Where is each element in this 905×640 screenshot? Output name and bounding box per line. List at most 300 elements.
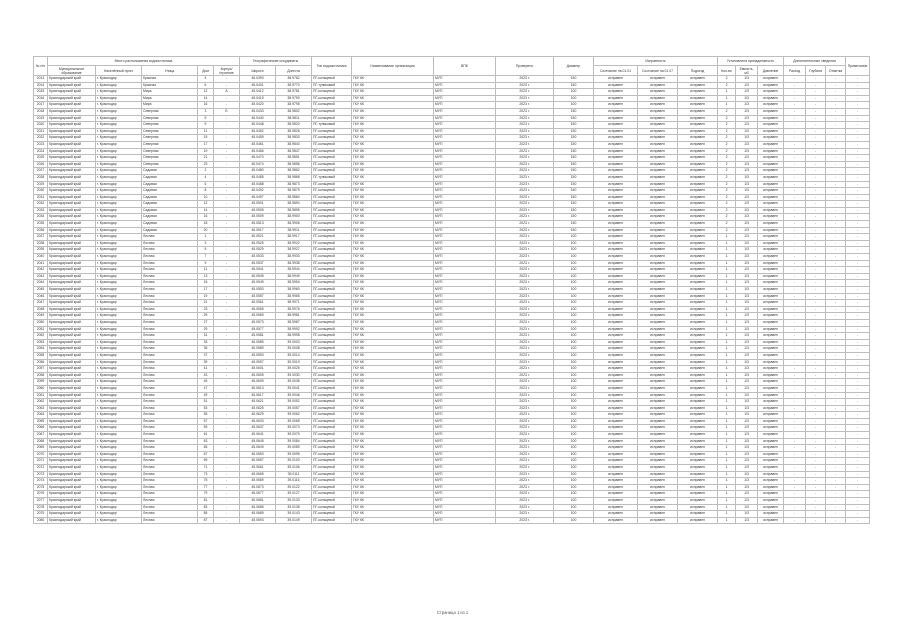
table-row: [34, 115, 870, 122]
table-cell: Лесная: [142, 333, 198, 340]
table-cell: Лесная: [142, 451, 198, 458]
table-cell: 150: [554, 227, 594, 234]
table-cell: -: [846, 445, 870, 452]
table-cell: -: [826, 346, 846, 353]
table-cell: -: [806, 95, 826, 102]
table-cell: исправен: [758, 339, 784, 346]
table-cell: 2047: [34, 300, 48, 307]
table-cell: исправен: [594, 379, 638, 386]
table-row: [34, 240, 870, 247]
table-cell: -: [214, 432, 240, 439]
table-cell: 150: [554, 128, 594, 135]
table-cell: 45.0501: [240, 201, 276, 208]
table-cell: 1: [718, 260, 736, 267]
table-cell: 100: [554, 372, 594, 379]
table-cell: 38.9790: [276, 95, 312, 102]
table-cell: 1: [718, 504, 736, 511]
table-cell: Краснодарский край: [48, 76, 96, 83]
table-cell: 1/3: [736, 346, 758, 353]
table-cell: -: [826, 115, 846, 122]
table-row: [34, 319, 870, 326]
table-row: [34, 260, 870, 267]
header-note: Примечание: [846, 57, 870, 76]
table-cell: исправен: [678, 221, 718, 228]
table-cell: 2023 г.: [496, 425, 554, 432]
table-cell: 2023 г.: [496, 89, 554, 96]
table-cell: 2023 г.: [496, 399, 554, 406]
table-cell: -: [846, 148, 870, 155]
table-cell: ГКУ КК: [352, 372, 434, 379]
table-cell: 100: [554, 234, 594, 241]
table-cell: исправен: [594, 511, 638, 518]
table-cell: ПГ-кольцевой: [312, 458, 352, 465]
table-cell: 2058: [34, 372, 48, 379]
table-cell: -: [214, 122, 240, 129]
table-cell: 38.9811: [276, 115, 312, 122]
table-cell: ПГ-кольцевой: [312, 128, 352, 135]
table-cell: 150: [554, 108, 594, 115]
table-cell: -: [826, 260, 846, 267]
table-cell: 2023 г.: [496, 438, 554, 445]
table-cell: 2054: [34, 346, 48, 353]
table-cell: ГКУ КК: [352, 267, 434, 274]
table-cell: Лесная: [142, 234, 198, 241]
table-cell: МУП: [434, 108, 496, 115]
table-cell: 1: [198, 234, 214, 241]
table-cell: 1/3: [736, 352, 758, 359]
table-cell: 1/3: [736, 168, 758, 175]
table-cell: исправен: [678, 498, 718, 505]
table-cell: г. Краснодар: [96, 115, 142, 122]
table-cell: 45.0577: [240, 326, 276, 333]
table-cell: 2023 г.: [496, 392, 554, 399]
table-cell: 2023 г.: [496, 366, 554, 373]
table-cell: ПГ-кольцевой: [312, 221, 352, 228]
table-cell: 1/3: [736, 207, 758, 214]
table-cell: 2064: [34, 412, 48, 419]
table-cell: 100: [554, 504, 594, 511]
table-cell: -: [846, 273, 870, 280]
table-cell: -: [806, 141, 826, 148]
table-row: [34, 346, 870, 353]
table-cell: исправен: [678, 432, 718, 439]
table-cell: 39.0025: [276, 366, 312, 373]
table-cell: -: [846, 372, 870, 379]
table-cell: 100: [554, 432, 594, 439]
table-cell: Лесная: [142, 478, 198, 485]
table-cell: 2023 г.: [496, 168, 554, 175]
table-cell: ГКУ КК: [352, 471, 434, 478]
table-cell: г. Краснодар: [96, 471, 142, 478]
table-row: [34, 359, 870, 366]
table-cell: 2022: [34, 135, 48, 142]
table-cell: -: [784, 227, 806, 234]
table-cell: исправен: [758, 115, 784, 122]
table-cell: 1/3: [736, 366, 758, 373]
table-cell: ГКУ КК: [352, 379, 434, 386]
table-cell: 100: [554, 498, 594, 505]
table-cell: -: [846, 234, 870, 241]
table-cell: -: [806, 491, 826, 498]
table-cell: 100: [554, 511, 594, 518]
table-cell: 39.0052: [276, 399, 312, 406]
table-cell: г. Краснодар: [96, 339, 142, 346]
table-cell: 45.0553: [240, 287, 276, 294]
table-cell: -: [846, 478, 870, 485]
table-cell: -: [784, 214, 806, 221]
table-cell: г. Краснодар: [96, 326, 142, 333]
table-cell: Садовая: [142, 168, 198, 175]
table-cell: 1/3: [736, 287, 758, 294]
table-cell: ПГ-кольцевой: [312, 346, 352, 353]
table-cell: исправен: [678, 240, 718, 247]
table-row: [34, 438, 870, 445]
table-cell: 1/3: [736, 412, 758, 419]
table-cell: 100: [554, 319, 594, 326]
table-cell: исправен: [758, 491, 784, 498]
table-cell: МУП: [434, 379, 496, 386]
table-cell: 4: [198, 76, 214, 83]
table-cell: ГКУ КК: [352, 135, 434, 142]
table-cell: исправен: [594, 89, 638, 96]
table-cell: -: [784, 280, 806, 287]
table-cell: исправен: [594, 76, 638, 83]
table-cell: -: [214, 504, 240, 511]
table-cell: Краснодарский край: [48, 465, 96, 472]
table-cell: исправен: [758, 260, 784, 267]
table-cell: исправен: [638, 432, 678, 439]
table-cell: 100: [554, 392, 594, 399]
table-cell: Лесная: [142, 319, 198, 326]
table-cell: исправен: [758, 240, 784, 247]
table-cell: -: [784, 359, 806, 366]
table-cell: исправен: [758, 405, 784, 412]
table-cell: -: [806, 254, 826, 261]
table-cell: 2050: [34, 319, 48, 326]
table-cell: Краснодарский край: [48, 319, 96, 326]
table-cell: исправен: [638, 102, 678, 109]
table-cell: ГКУ КК: [352, 352, 434, 359]
table-cell: -: [214, 478, 240, 485]
table-cell: г. Краснодар: [96, 194, 142, 201]
table-cell: г. Краснодар: [96, 181, 142, 188]
table-cell: исправен: [678, 313, 718, 320]
table-cell: исправен: [678, 399, 718, 406]
table-cell: -: [826, 89, 846, 96]
table-cell: Лесная: [142, 392, 198, 399]
table-cell: ПГ-кольцевой: [312, 319, 352, 326]
table-cell: -: [214, 451, 240, 458]
table-cell: ГКУ КК: [352, 207, 434, 214]
table-row: [34, 194, 870, 201]
table-cell: 1/3: [736, 432, 758, 439]
table-cell: исправен: [638, 451, 678, 458]
table-cell: 1: [718, 359, 736, 366]
table-cell: -: [784, 161, 806, 168]
table-cell: 38.9960: [276, 287, 312, 294]
table-cell: исправен: [594, 445, 638, 452]
table-cell: исправен: [758, 399, 784, 406]
table-cell: ГКУ КК: [352, 451, 434, 458]
table-cell: исправен: [758, 372, 784, 379]
table-cell: 45.0549: [240, 280, 276, 287]
table-row: [34, 82, 870, 89]
table-cell: -: [846, 451, 870, 458]
table-cell: 1/3: [736, 445, 758, 452]
table-header: [34, 57, 870, 76]
table-cell: исправен: [638, 339, 678, 346]
table-cell: исправен: [678, 207, 718, 214]
table-cell: -: [214, 517, 240, 524]
table-cell: ПГ-кольцевой: [312, 511, 352, 518]
table-cell: -: [214, 188, 240, 195]
table-cell: 2028: [34, 174, 48, 181]
table-cell: исправен: [594, 451, 638, 458]
table-cell: 39.0111: [276, 471, 312, 478]
table-cell: г. Краснодар: [96, 372, 142, 379]
table-cell: -: [784, 76, 806, 83]
table-cell: -: [806, 300, 826, 307]
table-cell: ПГ-кольцевой: [312, 445, 352, 452]
table-cell: 38.9900: [276, 214, 312, 221]
table-cell: МУП: [434, 478, 496, 485]
table-cell: -: [826, 339, 846, 346]
table-cell: 1: [718, 102, 736, 109]
table-cell: 38.9944: [276, 267, 312, 274]
table-cell: 38.9762: [276, 76, 312, 83]
table-cell: -: [214, 319, 240, 326]
table-cell: г. Краснодар: [96, 504, 142, 511]
table-cell: -: [806, 148, 826, 155]
table-cell: МУП: [434, 260, 496, 267]
table-cell: 2: [718, 188, 736, 195]
table-cell: 2023 г.: [496, 122, 554, 129]
table-cell: 150: [554, 201, 594, 208]
table-cell: ПГ-кольцевой: [312, 478, 352, 485]
table-cell: -: [214, 313, 240, 320]
table-cell: 2071: [34, 458, 48, 465]
table-cell: исправен: [638, 254, 678, 261]
table-cell: 100: [554, 458, 594, 465]
table-cell: исправен: [594, 405, 638, 412]
table-cell: 1: [718, 372, 736, 379]
table-cell: 38.9922: [276, 240, 312, 247]
table-cell: -: [784, 346, 806, 353]
table-cell: 39.0019: [276, 359, 312, 366]
table-cell: исправен: [638, 366, 678, 373]
table-cell: -: [846, 498, 870, 505]
table-cell: 100: [554, 379, 594, 386]
table-cell: ГКУ КК: [352, 517, 434, 524]
table-cell: Краснодарский край: [48, 399, 96, 406]
table-cell: Лесная: [142, 306, 198, 313]
table-cell: исправен: [758, 227, 784, 234]
table-cell: 100: [554, 491, 594, 498]
table-cell: г. Краснодар: [96, 418, 142, 425]
table-cell: исправен: [594, 372, 638, 379]
table-cell: Мира: [142, 95, 198, 102]
table-cell: 1: [718, 319, 736, 326]
table-cell: -: [826, 287, 846, 294]
table-cell: Краснодарский край: [48, 491, 96, 498]
table-row: [34, 300, 870, 307]
table-cell: 100: [554, 300, 594, 307]
table-cell: Краснодарский край: [48, 478, 96, 485]
table-cell: исправен: [638, 247, 678, 254]
table-cell: МУП: [434, 181, 496, 188]
table-cell: Краснодарский край: [48, 511, 96, 518]
header-type: Тип водоисточника: [312, 57, 352, 76]
table-cell: 1/3: [736, 201, 758, 208]
table-cell: г. Краснодар: [96, 465, 142, 472]
table-cell: исправен: [678, 201, 718, 208]
table-cell: Северная: [142, 108, 198, 115]
table-cell: Лесная: [142, 326, 198, 333]
table-cell: исправен: [638, 333, 678, 340]
table-cell: 1: [718, 432, 736, 439]
table-row: [34, 76, 870, 83]
table-cell: -: [806, 458, 826, 465]
table-cell: МУП: [434, 465, 496, 472]
table-cell: -: [826, 366, 846, 373]
table-cell: 45.0597: [240, 359, 276, 366]
table-cell: Краснодарский край: [48, 95, 96, 102]
table-cell: 2023 г.: [496, 128, 554, 135]
table-cell: ПГ-кольцевой: [312, 352, 352, 359]
table-cell: исправен: [758, 234, 784, 241]
table-cell: Лесная: [142, 300, 198, 307]
table-cell: исправен: [678, 333, 718, 340]
table-cell: 2015: [34, 89, 48, 96]
table-cell: 39.0143: [276, 511, 312, 518]
table-cell: -: [214, 115, 240, 122]
table-cell: 13: [198, 273, 214, 280]
table-cell: 87: [198, 517, 214, 524]
table-cell: исправен: [594, 122, 638, 129]
table-cell: исправен: [678, 465, 718, 472]
table-cell: 39.0116: [276, 478, 312, 485]
table-cell: 45.0685: [240, 504, 276, 511]
table-cell: -: [826, 412, 846, 419]
table-cell: исправен: [638, 392, 678, 399]
table-cell: -: [214, 425, 240, 432]
table-cell: 23: [198, 161, 214, 168]
table-cell: ГКУ КК: [352, 498, 434, 505]
table-cell: Краснодарский край: [48, 128, 96, 135]
table-cell: 2020: [34, 122, 48, 129]
header-state-jan: Состояние на 01.01: [594, 66, 638, 76]
table-cell: -: [826, 491, 846, 498]
table-cell: 1/3: [736, 293, 758, 300]
header-place: Место расположения водоисточника: [48, 57, 240, 66]
table-cell: -: [784, 95, 806, 102]
table-cell: -: [846, 484, 870, 491]
table-cell: 2043: [34, 273, 48, 280]
table-cell: 2017: [34, 102, 48, 109]
table-cell: 39.0073: [276, 425, 312, 432]
header-street: Улица: [142, 66, 198, 76]
table-cell: Лесная: [142, 260, 198, 267]
table-cell: 150: [554, 174, 594, 181]
table-cell: исправен: [678, 425, 718, 432]
table-cell: 38.9890: [276, 201, 312, 208]
table-cell: ПГ-кольцевой: [312, 366, 352, 373]
table-cell: ПГ-тупиковый: [312, 82, 352, 89]
table-cell: Краснодарский край: [48, 346, 96, 353]
table-cell: -: [784, 240, 806, 247]
table-cell: -: [784, 352, 806, 359]
table-cell: исправен: [758, 385, 784, 392]
table-cell: исправен: [758, 478, 784, 485]
table-cell: Лесная: [142, 372, 198, 379]
table-cell: -: [826, 135, 846, 142]
table-cell: 1/3: [736, 339, 758, 346]
table-cell: 2045: [34, 287, 48, 294]
table-cell: МУП: [434, 188, 496, 195]
table-cell: 1/3: [736, 498, 758, 505]
table-cell: 2062: [34, 399, 48, 406]
table-cell: 39.0127: [276, 491, 312, 498]
table-cell: г. Краснодар: [96, 155, 142, 162]
table-cell: исправен: [594, 287, 638, 294]
table-cell: -: [214, 161, 240, 168]
table-cell: МУП: [434, 89, 496, 96]
table-cell: -: [806, 227, 826, 234]
table-cell: 2072: [34, 465, 48, 472]
table-row: [34, 214, 870, 221]
table-cell: -: [214, 300, 240, 307]
table-cell: 100: [554, 102, 594, 109]
table-cell: Лесная: [142, 313, 198, 320]
table-cell: -: [826, 306, 846, 313]
table-cell: Б: [214, 108, 240, 115]
table-cell: 39.0106: [276, 465, 312, 472]
table-cell: 2023 г.: [496, 221, 554, 228]
table-cell: -: [784, 273, 806, 280]
table-cell: 45.0415: [240, 95, 276, 102]
table-cell: 2023: [34, 141, 48, 148]
table-cell: МУП: [434, 201, 496, 208]
table-cell: -: [826, 174, 846, 181]
table-cell: -: [826, 254, 846, 261]
table-cell: -: [784, 333, 806, 340]
table-cell: 100: [554, 418, 594, 425]
table-cell: исправен: [678, 260, 718, 267]
table-cell: -: [806, 122, 826, 129]
table-cell: исправен: [678, 300, 718, 307]
table-cell: Краснодарский край: [48, 405, 96, 412]
table-cell: исправен: [758, 254, 784, 261]
table-row: [34, 412, 870, 419]
table-cell: Лесная: [142, 471, 198, 478]
table-cell: 1/3: [736, 326, 758, 333]
table-cell: 2061: [34, 392, 48, 399]
table-cell: 45.0440: [240, 115, 276, 122]
table-cell: 12: [198, 201, 214, 208]
table-cell: -: [784, 221, 806, 228]
table-cell: -: [846, 465, 870, 472]
table-cell: 83: [198, 504, 214, 511]
table-cell: -: [826, 168, 846, 175]
table-cell: 1/3: [736, 273, 758, 280]
table-row: [34, 399, 870, 406]
table-row: [34, 207, 870, 214]
table-cell: 100: [554, 478, 594, 485]
table-cell: ГКУ КК: [352, 108, 434, 115]
table-cell: 57: [198, 418, 214, 425]
table-cell: 2073: [34, 471, 48, 478]
table-cell: 1/3: [736, 188, 758, 195]
